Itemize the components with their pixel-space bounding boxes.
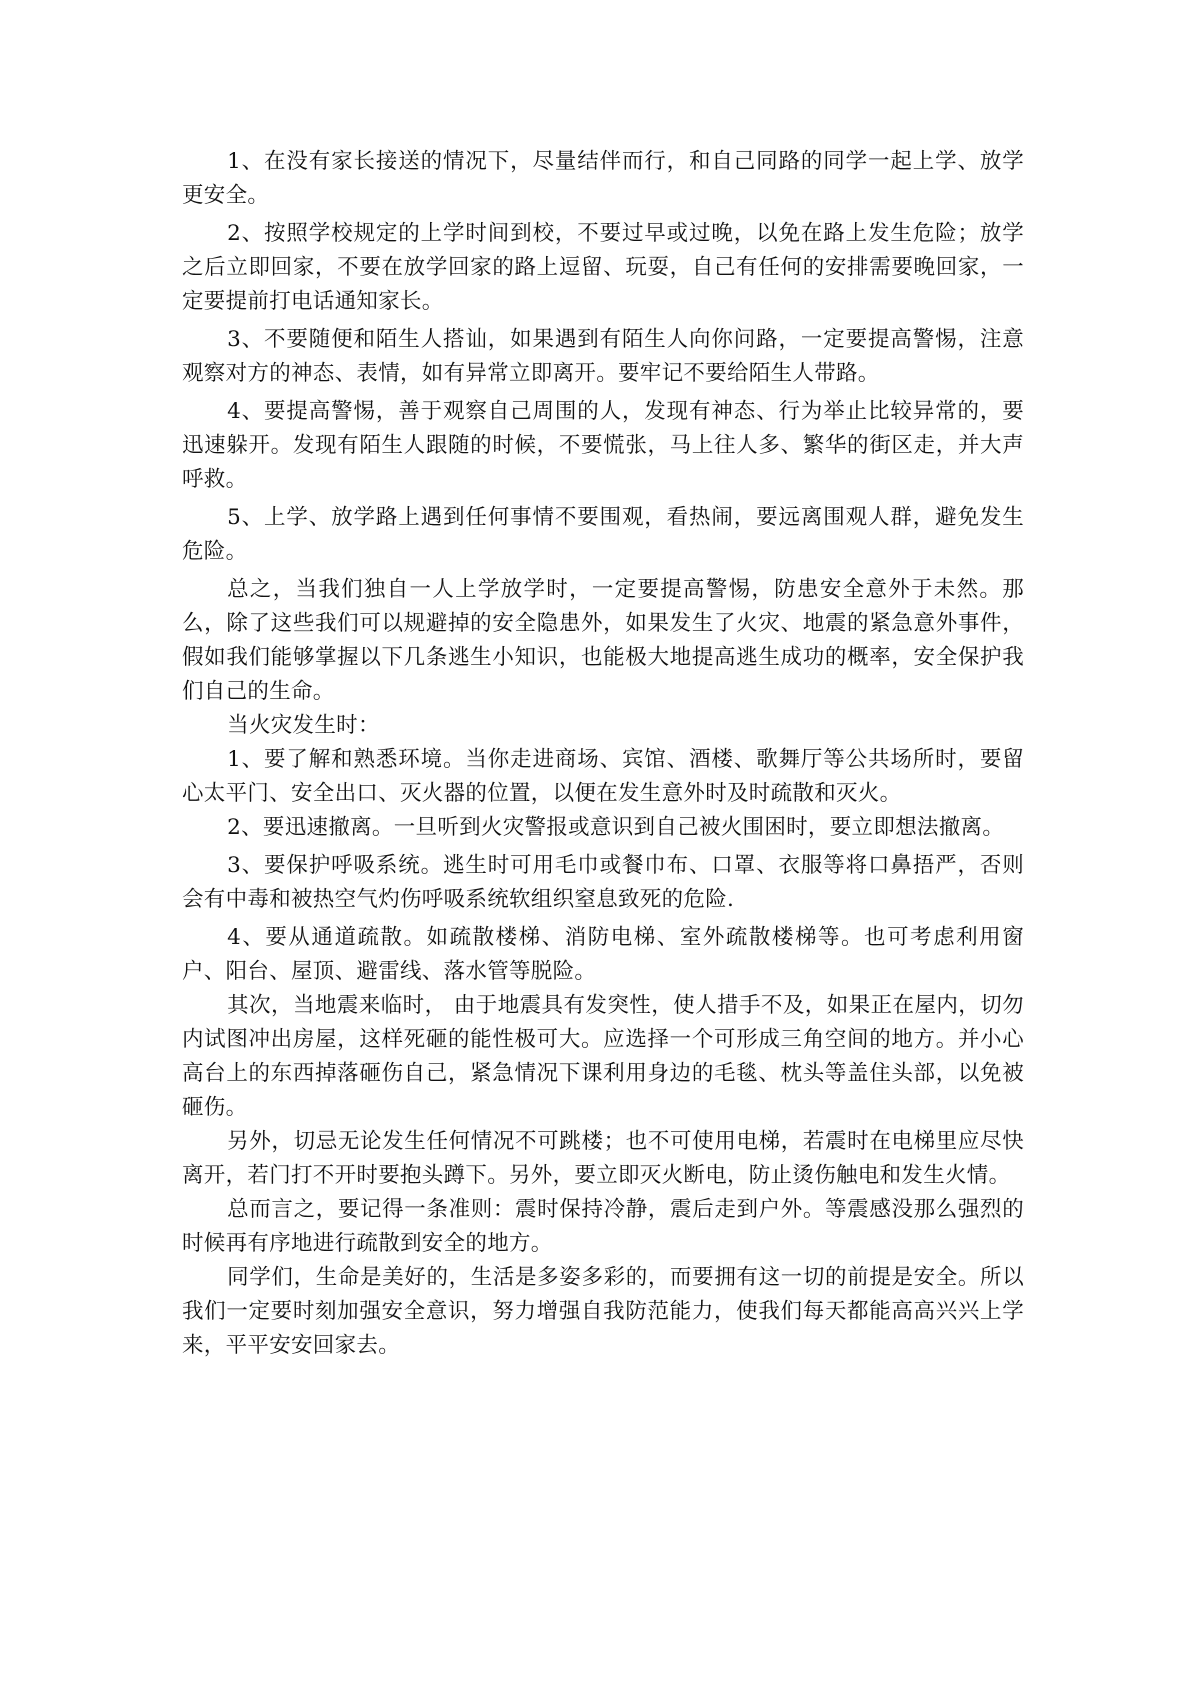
paragraph-5: 5、上学、放学路上遇到任何事情不要围观，看热闹，要远离围观人群，避免发生危险。 — [182, 505, 1024, 564]
paragraph-9: 2、要迅速撤离。一旦听到火灾警报或意识到自己被火围困时，要立即想法撤离。 — [227, 815, 1005, 840]
paragraph-14: 总而言之，要记得一条准则：震时保持冷静，震后走到户外。等震感没那么强烈的时候再有序地进行疏散到安全的地方。 — [182, 1197, 1024, 1256]
paragraph-10: 3、要保护呼吸系统。逃生时可用毛巾或餐巾布、口罩、衣服等将口鼻捂严，否则会有中毒和被热空气灼伤呼吸系统软组织窒息致死的危险. — [182, 853, 1024, 912]
paragraph-6: 总之，当我们独自一人上学放学时，一定要提高警惕，防患安全意外于未然。那么，除了这些我们可以规避掉的安全隐患外，如果发生了火灾、地震的紧急意外事件，假如我们能够掌握以下几条逃生小知识，也能极大地提高逃生成功的概率，安全保护我们自己的生命。 — [182, 577, 1024, 704]
paragraph-8: 1、要了解和熟悉环境。当你走进商场、宾馆、酒楼、歌舞厅等公共场所时，要留心太平门、安全出口、灭火器的位置，以便在发生意外时及时疏散和灭火。 — [182, 747, 1024, 806]
paragraph-11: 4、要从通道疏散。如疏散楼梯、消防电梯、室外疏散楼梯等。也可考虑利用窗户、阳台、屋顶、避雷线、落水管等脱险。 — [182, 925, 1024, 984]
paragraph-4: 4、要提高警惕，善于观察自己周围的人，发现有神态、行为举止比较异常的，要迅速躲开。发现有陌生人跟随的时候，不要慌张，马上往人多、繁华的街区走，并大声呼救。 — [182, 399, 1024, 492]
fire-heading: 当火灾发生时： — [227, 713, 380, 738]
paragraph-1: 1、在没有家长接送的情况下，尽量结伴而行，和自己同路的同学一起上学、放学更安全。 — [182, 149, 1024, 208]
paragraph-12: 其次，当地震来临时， 由于地震具有发突性，使人措手不及，如果正在屋内，切勿内试图冲出房屋，这样死砸的能性极可大。应选择一个可形成三角空间的地方。并小心高台上的东西掉落砸伤自己，紧急情况下课利用身边的毛毯、枕头等盖住头部，以免被砸伤。 — [182, 993, 1024, 1120]
paragraph-15: 同学们，生命是美好的，生活是多姿多彩的，而要拥有这一切的前提是安全。所以我们一定要时刻加强安全意识，努力增强自我防范能力，使我们每天都能高高兴兴上学来，平平安安回家去。 — [182, 1265, 1024, 1358]
paragraph-2: 2、按照学校规定的上学时间到校，不要过早或过晚，以免在路上发生危险；放学之后立即回家，不要在放学回家的路上逗留、玩耍，自己有任何的安排需要晚回家，一定要提前打电话通知家长。 — [182, 221, 1024, 314]
paragraph-13: 另外，切忌无论发生任何情况不可跳楼；也不可使用电梯，若震时在电梯里应尽快离开，若门打不开时要抱头蹲下。另外，要立即灭火断电，防止烫伤触电和发生火情。 — [182, 1129, 1024, 1188]
document-body — [182, 145, 1024, 1363]
paragraph-3: 3、不要随便和陌生人搭讪，如果遇到有陌生人向你问路，一定要提高警惕，注意观察对方的神态、表情，如有异常立即离开。要牢记不要给陌生人带路。 — [182, 327, 1024, 386]
